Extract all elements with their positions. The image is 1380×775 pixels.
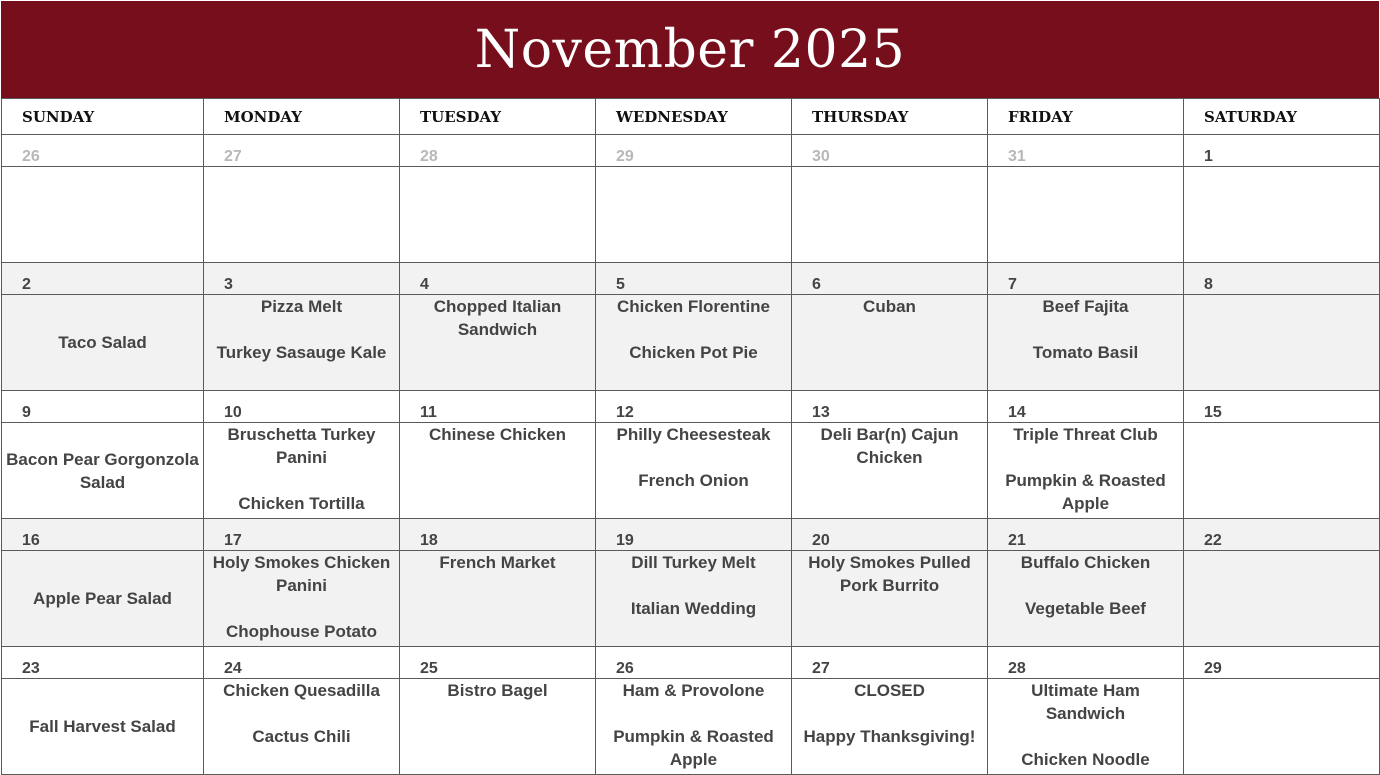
day-number: 6 xyxy=(792,263,988,295)
menu-text: Beef Fajita Tomato Basil xyxy=(1032,297,1139,362)
day-number: 3 xyxy=(204,263,400,295)
day-number: 28 xyxy=(400,135,596,167)
menu-cell xyxy=(204,551,400,647)
menu-text: Holy Smokes Chicken Panini Chophouse Potato xyxy=(212,553,391,641)
menu-cell xyxy=(400,295,596,391)
menu-text: Deli Bar(n) Cajun Chicken xyxy=(820,425,959,467)
day-number: 25 xyxy=(400,647,596,679)
week-menu-row xyxy=(2,679,1380,775)
menu-text: Chopped Italian Sandwich xyxy=(433,297,562,339)
day-number: 15 xyxy=(1184,391,1380,423)
day-number: 24 xyxy=(204,647,400,679)
menu-cell xyxy=(204,167,400,263)
week-menu-row xyxy=(2,423,1380,519)
menu-text: Cuban xyxy=(863,297,916,316)
day-number: 4 xyxy=(400,263,596,295)
weekday-tuesday: TUESDAY xyxy=(400,99,596,135)
week-menu-row xyxy=(2,551,1380,647)
week-menu-row xyxy=(2,167,1380,263)
weekday-sunday: SUNDAY xyxy=(2,99,204,135)
menu-cell xyxy=(400,167,596,263)
week-date-row xyxy=(2,647,1380,679)
menu-text: Holy Smokes Pulled Pork Burrito xyxy=(808,553,971,595)
calendar-header xyxy=(1,1,1379,98)
day-number: 8 xyxy=(1184,263,1380,295)
menu-text: Apple Pear Salad xyxy=(33,589,172,608)
day-number: 9 xyxy=(2,391,204,423)
day-number: 23 xyxy=(2,647,204,679)
menu-cell xyxy=(792,551,988,647)
menu-cell xyxy=(596,423,792,519)
day-number: 17 xyxy=(204,519,400,551)
week-date-row xyxy=(2,135,1380,167)
menu-text: CLOSED Happy Thanksgiving! xyxy=(803,681,976,746)
menu-text: Taco Salad xyxy=(58,333,147,352)
menu-cell xyxy=(596,167,792,263)
weekday-thursday: THURSDAY xyxy=(792,99,988,135)
day-number: 27 xyxy=(204,135,400,167)
menu-text: Fall Harvest Salad xyxy=(29,717,176,736)
weekday-wednesday: WEDNESDAY xyxy=(596,99,792,135)
day-number: 10 xyxy=(204,391,400,423)
day-number: 14 xyxy=(988,391,1184,423)
menu-text: Chinese Chicken xyxy=(429,425,566,444)
menu-cell xyxy=(988,295,1184,391)
day-number: 5 xyxy=(596,263,792,295)
day-number: 31 xyxy=(988,135,1184,167)
day-number: 29 xyxy=(1184,647,1380,679)
menu-cell xyxy=(400,423,596,519)
day-number: 20 xyxy=(792,519,988,551)
menu-cell xyxy=(988,423,1184,519)
menu-text: Ultimate Ham Sandwich Chicken Noodle xyxy=(1021,681,1150,769)
week-date-row xyxy=(2,519,1380,551)
menu-text: Triple Threat Club Pumpkin & Roasted Apple xyxy=(1005,425,1166,513)
salad-cell xyxy=(2,423,204,519)
day-number: 28 xyxy=(988,647,1184,679)
menu-cell xyxy=(792,295,988,391)
calendar-title: November 2025 xyxy=(474,19,906,80)
menu-text: Chicken Florentine Chicken Pot Pie xyxy=(616,297,771,362)
week-date-row xyxy=(2,391,1380,423)
week-date-row xyxy=(2,263,1380,295)
day-number: 22 xyxy=(1184,519,1380,551)
weekday-friday: FRIDAY xyxy=(988,99,1184,135)
menu-text: Bistro Bagel xyxy=(447,681,548,700)
day-number: 21 xyxy=(988,519,1184,551)
menu-cell xyxy=(596,679,792,775)
salad-cell xyxy=(2,295,204,391)
menu-cell xyxy=(1184,167,1380,263)
day-number: 13 xyxy=(792,391,988,423)
day-number: 7 xyxy=(988,263,1184,295)
day-number: 12 xyxy=(596,391,792,423)
menu-cell xyxy=(1184,679,1380,775)
week-menu-row xyxy=(2,295,1380,391)
salad-cell xyxy=(2,551,204,647)
menu-text: French Market xyxy=(439,553,556,572)
menu-text: Ham & Provolone Pumpkin & Roasted Apple xyxy=(613,681,774,769)
weekday-header-row xyxy=(2,99,1380,135)
calendar-body xyxy=(2,135,1380,775)
day-number: 2 xyxy=(2,263,204,295)
day-number: 16 xyxy=(2,519,204,551)
menu-cell xyxy=(400,551,596,647)
day-number: 1 xyxy=(1184,135,1380,167)
menu-text: Bacon Pear Gorgonzola Salad xyxy=(6,449,199,492)
day-number: 11 xyxy=(400,391,596,423)
day-number: 29 xyxy=(596,135,792,167)
salad-cell xyxy=(2,679,204,775)
menu-cell xyxy=(596,295,792,391)
weekday-saturday: SATURDAY xyxy=(1184,99,1380,135)
day-number: 26 xyxy=(596,647,792,679)
menu-text: Philly Cheesesteak French Onion xyxy=(616,425,771,490)
menu-cell xyxy=(792,679,988,775)
menu-cell xyxy=(988,679,1184,775)
day-number: 19 xyxy=(596,519,792,551)
menu-text: Bruschetta Turkey Panini Chicken Tortilla xyxy=(227,425,376,513)
menu-cell xyxy=(1184,423,1380,519)
menu-cell xyxy=(792,167,988,263)
menu-cell xyxy=(988,167,1184,263)
menu-cell xyxy=(204,295,400,391)
menu-cell xyxy=(596,551,792,647)
menu-cell xyxy=(204,423,400,519)
menu-text: Pizza Melt Turkey Sasauge Kale xyxy=(216,297,387,362)
menu-text: Chicken Quesadilla Cactus Chili xyxy=(223,681,380,746)
menu-cell xyxy=(204,679,400,775)
calendar-grid xyxy=(1,98,1380,775)
menu-cell xyxy=(1184,295,1380,391)
day-number: 18 xyxy=(400,519,596,551)
day-number: 26 xyxy=(2,135,204,167)
menu-text: Buffalo Chicken Vegetable Beef xyxy=(1020,553,1151,618)
weekday-monday: MONDAY xyxy=(204,99,400,135)
menu-cell xyxy=(1184,551,1380,647)
menu-cell xyxy=(400,679,596,775)
salad-cell xyxy=(2,167,204,263)
day-number: 30 xyxy=(792,135,988,167)
menu-cell xyxy=(988,551,1184,647)
day-number: 27 xyxy=(792,647,988,679)
menu-cell xyxy=(792,423,988,519)
menu-text: Dill Turkey Melt Italian Wedding xyxy=(630,553,757,618)
